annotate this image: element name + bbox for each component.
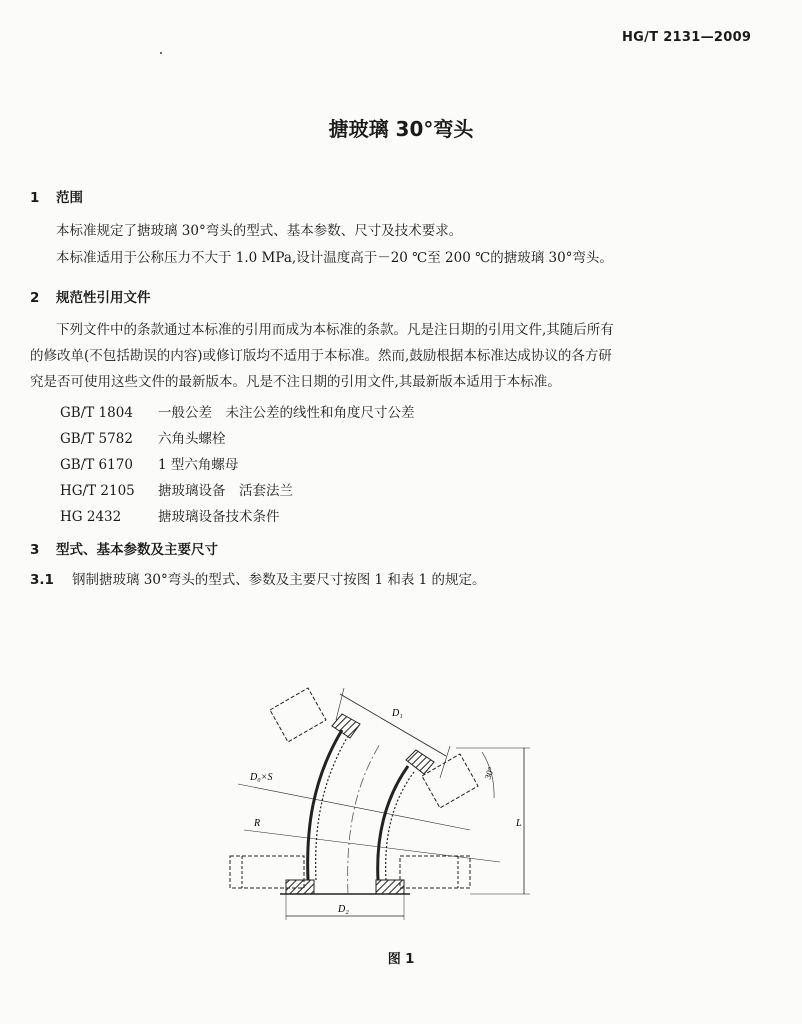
reference-title: 1 型六角螺母: [158, 457, 239, 473]
clause-text: 钢制搪玻璃 30°弯头的型式、参数及主要尺寸按图 1 和表 1 的规定。: [72, 572, 486, 588]
elbow-outer-wall: [308, 730, 342, 880]
clause-number: 3.1: [30, 572, 54, 588]
section-2-para-line-3: 究是否可使用这些文件的最新版本。凡是不注日期的引用文件,其最新版本适用于本标准。: [30, 374, 561, 390]
section-title: 型式、基本参数及主要尺寸: [56, 542, 218, 558]
figure-caption: 图 1: [387, 952, 415, 967]
section-2-para-line-2: 的修改单(不包括勘误的内容)或修订版均不适用于本标准。然而,鼓励根据本标准达成协议的各方研: [30, 348, 612, 364]
top-flange-left: [270, 688, 326, 742]
reference-code: HG 2432: [60, 509, 122, 525]
reference-title: 搪玻璃设备技术条件: [158, 509, 280, 525]
base-ring-left: [286, 880, 314, 894]
document-title: 搪玻璃 30°弯头: [328, 117, 474, 141]
centerline: [348, 744, 380, 894]
r-leader: [244, 830, 500, 862]
reference-item: [60, 427, 226, 447]
section-3-heading: [30, 538, 218, 558]
reference-item: [60, 453, 238, 473]
bottom-flange-right: [400, 856, 470, 888]
reference-item: [60, 401, 415, 421]
section-number: 1: [30, 190, 40, 206]
section-1-line-2: 本标准适用于公称压力不大于 1.0 MPa,设计温度高于－20 ℃至 200 ℃的搪玻璃 30°弯头。: [56, 250, 613, 266]
label-l: L: [516, 818, 522, 829]
section-title: 规范性引用文件: [56, 290, 151, 306]
section-2-heading: [30, 286, 151, 306]
reference-title: 六角头螺栓: [158, 431, 226, 447]
do-s-leader: [238, 784, 470, 830]
section-title: 范围: [56, 190, 83, 206]
section-2-para-line-1: 下列文件中的条款通过本标准的引用而成为本标准的条款。凡是注日期的引用文件,其随后所有: [56, 322, 614, 338]
label-d1: D₁: [392, 708, 403, 719]
scan-speck: [160, 52, 162, 54]
section-1-heading: [30, 186, 83, 206]
reference-code: GB/T 5782: [60, 431, 133, 447]
reference-code: HG/T 2105: [60, 483, 135, 499]
reference-title: 一般公差 未注公差的线性和角度尺寸公差: [158, 405, 415, 421]
clause-3-1: [30, 567, 486, 593]
standard-number: HG/T 2131—2009: [622, 30, 752, 45]
reference-title: 搪玻璃设备 活套法兰: [158, 483, 293, 499]
label-r: R: [254, 818, 261, 829]
label-do-s: D₀×S: [250, 772, 273, 783]
reference-code: GB/T 1804: [60, 405, 133, 421]
section-number: 2: [30, 290, 40, 306]
section-number: 3: [30, 542, 40, 558]
top-ring-right: [406, 750, 434, 774]
reference-item: [60, 505, 280, 525]
elbow-drawing: [220, 680, 560, 940]
elbow-inner-wall: [378, 766, 408, 880]
label-d2: D₂: [338, 904, 349, 915]
label-angle: 30°: [482, 765, 497, 781]
reference-code: GB/T 6170: [60, 457, 133, 473]
section-1-line-1: 本标准规定了搪玻璃 30°弯头的型式、基本参数、尺寸及技术要求。: [56, 223, 463, 239]
top-ring-left: [332, 714, 360, 738]
base-ring-right: [376, 880, 404, 894]
reference-item: [60, 479, 293, 499]
